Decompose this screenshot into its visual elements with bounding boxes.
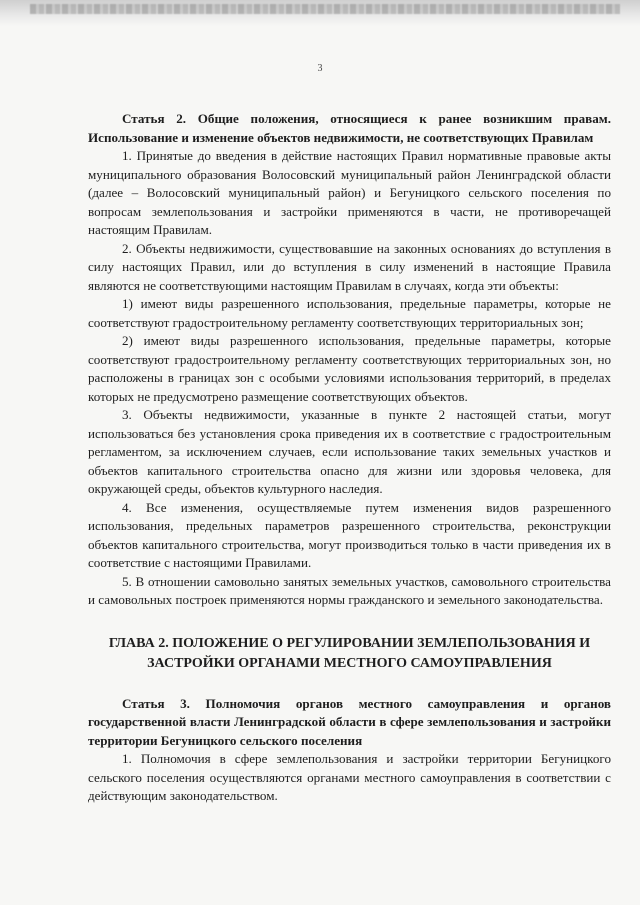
document-body: [88, 110, 611, 806]
article-2-paragraph-1: 1. Принятые до введения в действие настоящих Правил нормативные правовые акты муниципального образования Волосовский муниципальный район Ленинградской области (далее – Волосовский муниципальный район) и Бегуницкого сельского поселения по вопросам землепользования и застройки применяются в части, не противоречащей настоящим Правилам.: [88, 148, 611, 237]
article-2-paragraph-2: 2. Объекты недвижимости, существовавшие на законных основаниях до вступления в силу настоящих Правил, или до вступления в силу изменений в настоящие Правила являются не соответствующими настоящим Правилам в случаях, когда эти объекты:: [88, 240, 611, 293]
chapter-2-heading: ГЛАВА 2. ПОЛОЖЕНИЕ О РЕГУЛИРОВАНИИ ЗЕМЛЕПОЛЬЗОВАНИЯ И ЗАСТРОЙКИ ОРГАНАМИ МЕСТНОГО САМОУПРАВЛЕНИЯ: [108, 635, 591, 671]
page-number: 3: [317, 63, 323, 74]
scan-edge-artifact: [0, 0, 640, 26]
article-2-subitem-2: 2) имеют виды разрешенного использования, предельные параметры, которые соответствуют градостроительному регламенту соответствующих территориальных зон, но расположены в границах зон с особыми условиями использования территорий, в пределах которых не предусмотрено размещение соответствующих объектов.: [88, 333, 611, 404]
article-2-paragraph-3: 3. Объекты недвижимости, указанные в пункте 2 настоящей статьи, могут использоваться без установления срока приведения их в соответствие с градостроительным регламентом, за исключением случаев, если использование таких земельных участков и объектов капитального строительства опасно для жизни или здоровья человека, для окружающей среды, объектов культурного наследия.: [88, 407, 611, 496]
article-2-paragraph-4: 4. Все изменения, осуществляемые путем изменения видов разрешенного использования, предельных параметров разрешенного строительства, реконструкции объектов капитального строительства, могут производиться только в части приведения их в соответствие с настоящими Правилами.: [88, 499, 611, 570]
article-2-paragraph-5: 5. В отношении самовольно занятых земельных участков, самовольного строительства и самовольных построек применяются нормы гражданского и земельного законодательства.: [88, 573, 611, 607]
scan-bleed-through: [30, 4, 620, 14]
article-3-paragraph-1: 1. Полномочия в сфере землепользования и застройки территории Бегуницкого сельского поселения осуществляются органами местного самоуправления в соответствии с действующим законодательством.: [88, 751, 611, 803]
article-3-title: Статья 3. Полномочия органов местного самоуправления и органов государственной власти Ленинградской области в сфере землепользования и застройки территории Бегуницкого сельского поселения: [88, 695, 611, 748]
article-2-subitem-1: 1) имеют виды разрешенного использования, предельные параметры, которые не соответствуют градостроительному регламенту соответствующих территориальных зон;: [88, 296, 611, 330]
article-2-title: Статья 2. Общие положения, относящиеся к ранее возникшим правам. Использование и изменение объектов недвижимости, не соответствующих Правилам: [88, 111, 611, 145]
